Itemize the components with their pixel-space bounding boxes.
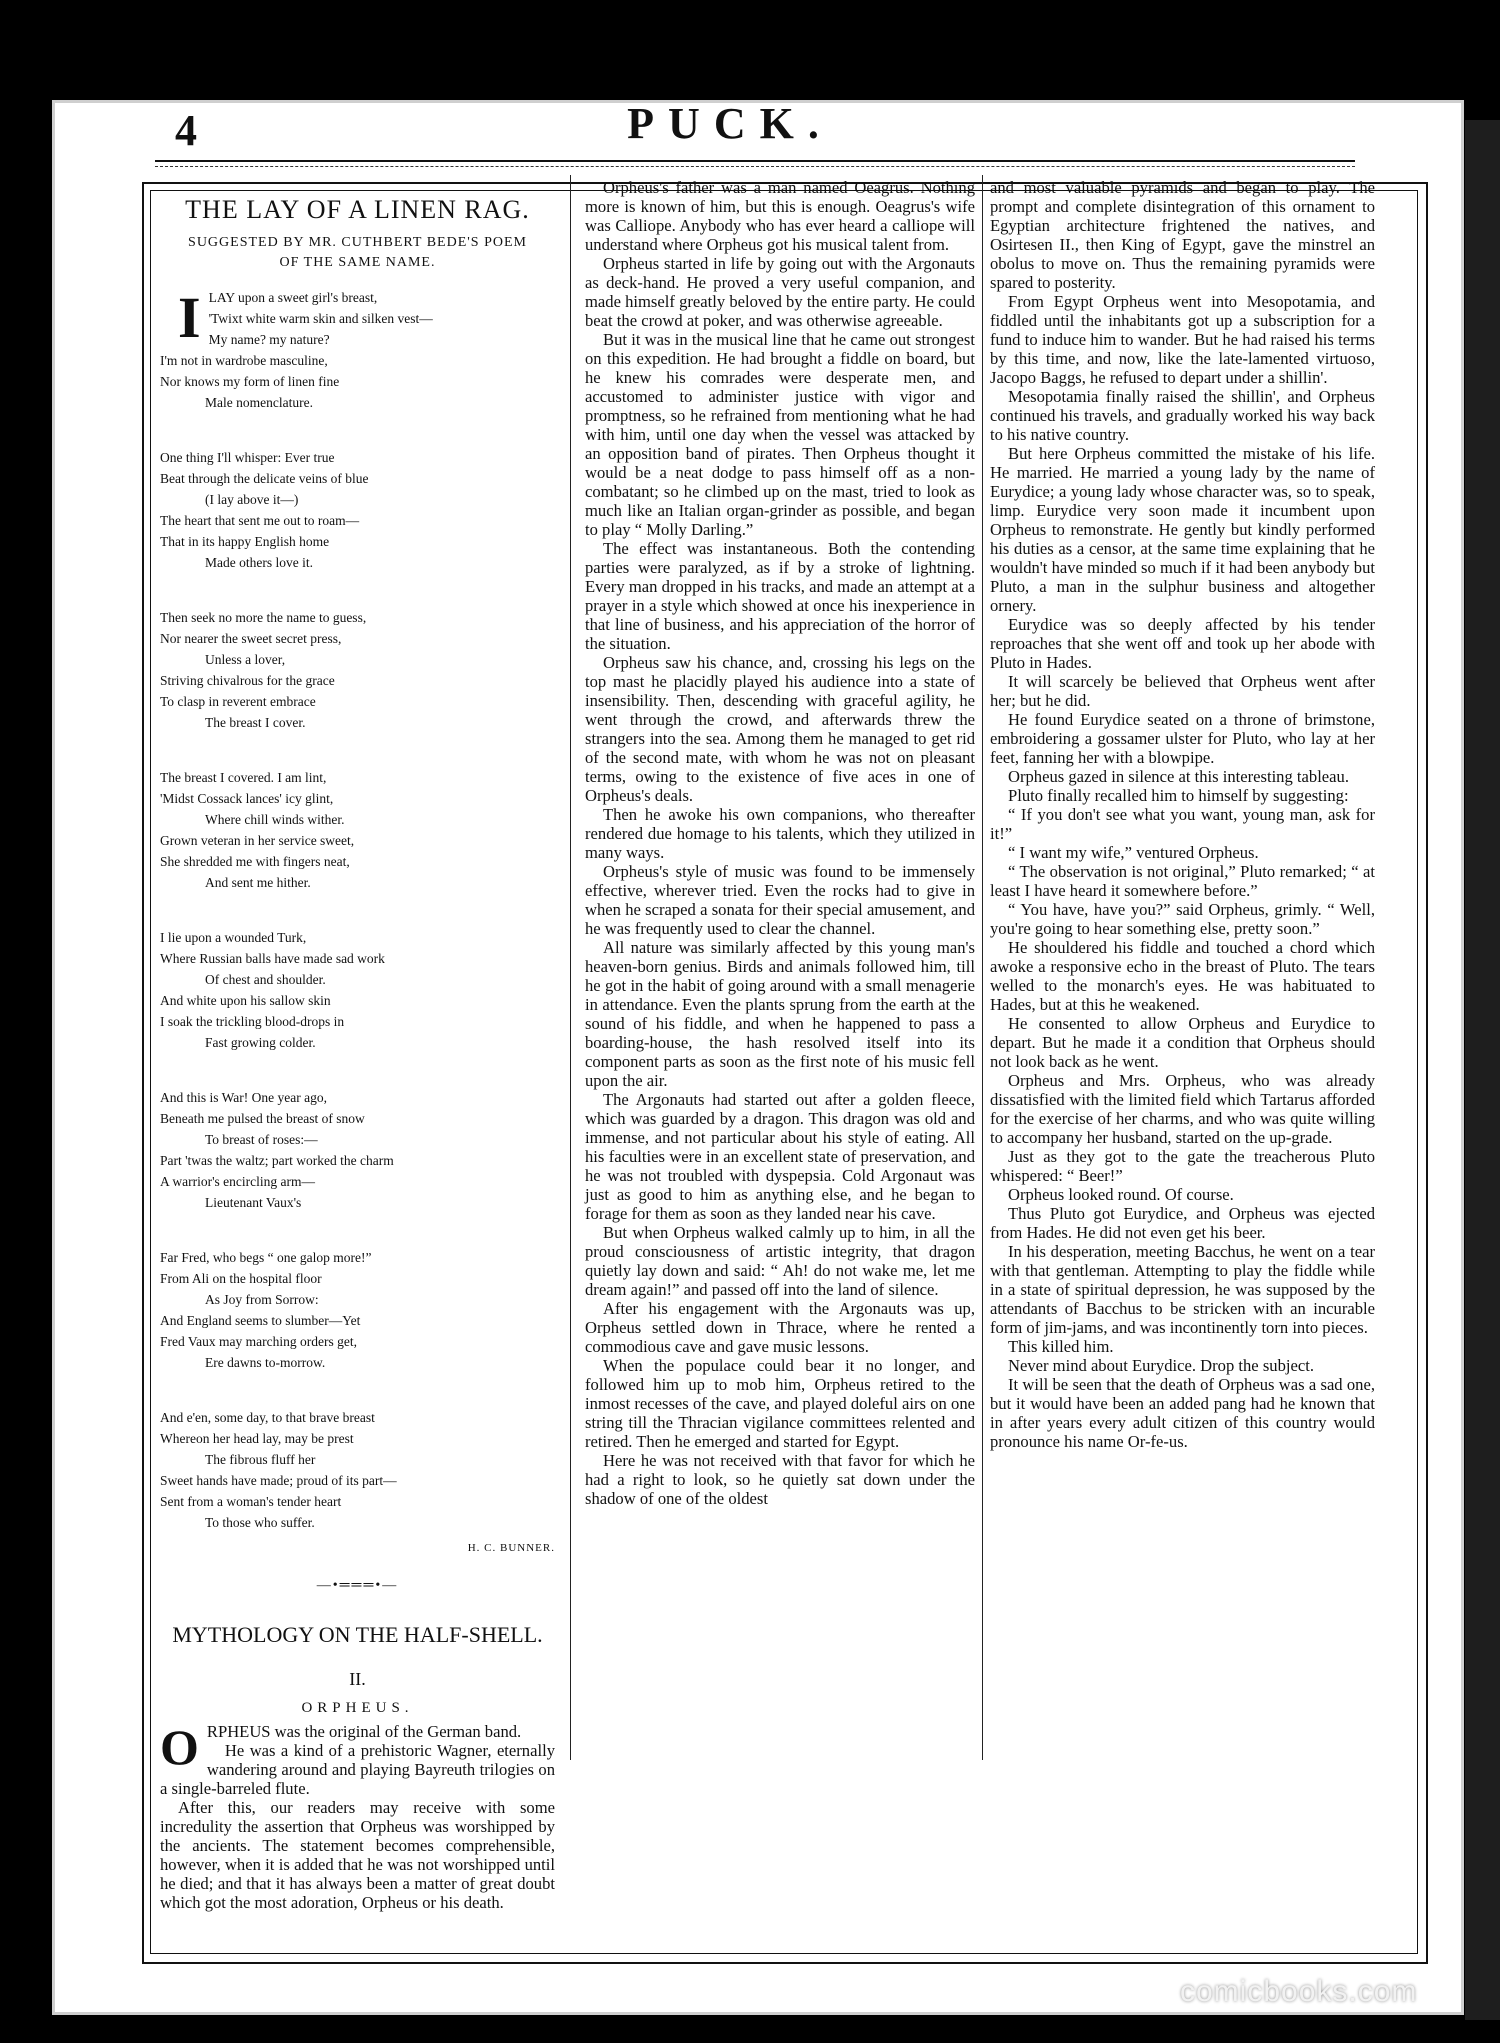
- poem-line: Made others love it.: [205, 555, 313, 570]
- article-paragraph: He was a kind of a prehistoric Wagner, eternally wandering around and playing Bayreuth trilogies on a single-barreled flute.: [160, 1741, 555, 1798]
- article-paragraph: Orpheus and Mrs. Orpheus, who was already dissatisfied with the limited field which Tartarus afforded for the exercise of her charms, and who was quite willing to accompany her husband, started on the up-grade.: [990, 1071, 1375, 1147]
- poem-line: And this is War! One year ago,: [160, 1090, 327, 1105]
- article-paragraph: “ If you don't see what you want, young man, ask for it!”: [990, 805, 1375, 843]
- poem-line: She shredded me with fingers neat,: [160, 854, 350, 869]
- poem-line: Sent from a woman's tender heart: [160, 1494, 342, 1509]
- article-paragraph: Orpheus gazed in silence at this interesting tableau.: [1008, 767, 1349, 786]
- article-paragraph: “ The observation is not original,” Pluto remarked; “ at least I have heard it somewhere before.”: [990, 862, 1375, 900]
- poem-line: To breast of roses:—: [205, 1132, 318, 1147]
- adjacent-page-edge: [1465, 120, 1500, 2020]
- poem-line: Then seek no more the name to guess,: [160, 610, 367, 625]
- header-rule-dotted: [155, 166, 1355, 167]
- poem-line: Whereon her head lay, may be prest: [160, 1431, 354, 1446]
- poem-line: Nor nearer the sweet secret press,: [160, 631, 342, 646]
- poem-line: (I lay above it—): [205, 492, 299, 507]
- poem-line: And sent me hither.: [205, 875, 311, 890]
- article-paragraph: But here Orpheus committed the mistake of his life. He married. He married a young lady by the name of Eurydice; a young lady whose character was, so to speak, limp. Eurydice very soon made it incumbent upon Orpheus to remonstrate. He gently but kindly performed his duties as a censor, at the same time explaining that he wouldn't have minded so much if it had been anybody but Pluto, a man in the sulphur business and altogether ornery.: [990, 444, 1375, 615]
- article-number: II.: [349, 1669, 366, 1689]
- poem-stanza: [160, 607, 555, 733]
- poem-line: That in its happy English home: [160, 534, 330, 549]
- article-paragraph: But it was in the musical line that he came out strongest on this expedition. He had brought a fiddle on board, but he knew his comrades were desperate men, and accustomed to administer justice with vigor and promptness, so he refrained from mentioning what he had with him, until one day when the vessel was attacked by an opposition band of pirates. Then Orpheus thought it would be a neat dodge to pass himself off as a non-combatant; so he climbed up on the mast, tried to look as much like an Italian organ-grinder as possible, and began to play “ Molly Darling.”: [585, 330, 975, 539]
- poem-stanza: [160, 287, 555, 413]
- poem-stanza: [160, 1407, 555, 1533]
- poem-line: And e'en, some day, to that brave breast: [160, 1410, 375, 1425]
- article-subtitle: ORPHEUS.: [301, 1700, 414, 1716]
- poem-line: Male nomenclature.: [205, 395, 313, 410]
- poem-line: I lie upon a wounded Turk,: [160, 930, 307, 945]
- article-paragraph: He found Eurydice seated on a throne of brimstone, embroidering a gossamer ulster for Pluto, who lay at her feet, fanning her with a blowpipe.: [990, 710, 1375, 767]
- poem-line: Far Fred, who begs “ one galop more!”: [160, 1250, 372, 1265]
- article-paragraph: Just as they got to the gate the treacherous Pluto whispered: “ Beer!”: [990, 1147, 1375, 1185]
- article-paragraph: Thus Pluto got Eurydice, and Orpheus was ejected from Hades. He did not even get his beer.: [990, 1204, 1375, 1242]
- poem-line: Fred Vaux may marching orders get,: [160, 1334, 357, 1349]
- poem-line: The breast I cover.: [205, 715, 306, 730]
- article-paragraph: Orpheus's father was a man named Oeagrus. Nothing more is known of him, but this is enough. Oeagrus's wife was Calliope. Anybody who has ever heard a calliope will understand where Orpheus got his musical talent from.: [585, 178, 975, 254]
- article-paragraph: Eurydice was so deeply affected by his tender reproaches that she went off and took up her abode with Pluto in Hades.: [990, 615, 1375, 672]
- poem-line: 'Twixt white warm skin and silken vest—: [208, 311, 433, 326]
- section-ornament: —•═══•—: [316, 1578, 399, 1593]
- poem-line: Grown veteran in her service sweet,: [160, 833, 355, 848]
- poem-line: And England seems to slumber—Yet: [160, 1313, 361, 1328]
- poem-line: Nor knows my form of linen fine: [160, 374, 340, 389]
- poem-subtitle-line-2: OF THE SAME NAME.: [279, 255, 436, 270]
- article-paragraph: RPHEUS was the original of the German band.: [206, 1722, 522, 1741]
- poem-line: The heart that sent me out to roam—: [160, 513, 360, 528]
- article-paragraph: Mesopotamia finally raised the shillin', and Orpheus continued his travels, and gradually worked his way back to his native country.: [990, 387, 1375, 444]
- poem-line: LAY upon a sweet girl's breast,: [208, 290, 378, 305]
- poem-line: Unless a lover,: [205, 652, 286, 667]
- poem-line: Lieutenant Vaux's: [205, 1195, 302, 1210]
- article-paragraph: But when Orpheus walked calmly up to him, in all the proud consciousness of artistic integrity, that dragon quietly lay down and said: “ Ah! do not wake me, let me dream again!” and passed off into the land of silence.: [585, 1223, 975, 1299]
- poem-line: Of chest and shoulder.: [205, 972, 326, 987]
- column-3: [990, 178, 1375, 1451]
- poem-line: 'Midst Cossack lances' icy glint,: [160, 791, 334, 806]
- poem-line: Striving chivalrous for the grace: [160, 673, 335, 688]
- column-1: [160, 178, 555, 1912]
- poem-line: To clasp in reverent embrace: [160, 694, 316, 709]
- poem-line: Ere dawns to-morrow.: [205, 1355, 326, 1370]
- watermark: comicbooks.com: [1180, 1975, 1418, 2008]
- poem-line: My name? my nature?: [208, 332, 330, 347]
- poem-line: From Ali on the hospital floor: [160, 1271, 322, 1286]
- poem-stanza: [160, 927, 555, 1053]
- article-paragraph: Orpheus looked round. Of course.: [1008, 1185, 1234, 1204]
- poem-line: The fibrous fluff her: [205, 1452, 316, 1467]
- poem-line: A warrior's encircling arm—: [160, 1174, 316, 1189]
- article-paragraph: When the populace could bear it no longer, and followed him up to mob him, Orpheus retired to the inmost recesses of the cave, and played doleful airs on one string till the Thracian vigilance committees relented and retired. Then he emerged and started for Egypt.: [585, 1356, 975, 1451]
- poem-stanza: [160, 767, 555, 893]
- article-paragraph: Orpheus started in life by going out with the Argonauts as deck-hand. He proved a very useful companion, and made himself greatly beloved by the entire party. He could beat the crowd at poker, and was otherwise agreeable.: [585, 254, 975, 330]
- poem-line: I'm not in wardrobe masculine,: [160, 353, 328, 368]
- article-paragraph: From Egypt Orpheus went into Mesopotamia, and fiddled until the inhabitants got up a subscription for a fund to induce him to wander. But he had raised his terms by this time, and now, like the late-lamented virtuoso, Jacopo Baggs, he refused to depart under a shillin'.: [990, 292, 1375, 387]
- header-rule: [155, 160, 1355, 162]
- column-2: [585, 178, 975, 1508]
- masthead-title: PUCK.: [627, 99, 833, 148]
- poem-line: The breast I covered. I am lint,: [160, 770, 327, 785]
- article-paragraph: Pluto finally recalled him to himself by suggesting:: [1008, 786, 1349, 805]
- poem-title: THE LAY OF A LINEN RAG.: [185, 195, 530, 224]
- poem-subtitle: [160, 233, 555, 273]
- poem-line: Part 'twas the waltz; part worked the charm: [160, 1153, 394, 1168]
- article-title: MYTHOLOGY ON THE HALF-SHELL.: [172, 1622, 543, 1647]
- article-paragraph: Orpheus saw his chance, and, crossing his legs on the top mast he placidly played his audience into a state of insensibility. Then, descending with graceful agility, he went through the crowd, and afterwards threw the strangers into the sea. Among them he managed to get rid of the second mate, with whom he was not on pleasant terms, owing to the existence of five aces in one of Orpheus's deals.: [585, 653, 975, 805]
- poem-stanza: [160, 1087, 555, 1213]
- poem-dropcap: I: [178, 285, 201, 350]
- article-paragraph: He consented to allow Orpheus and Eurydice to depart. But he made it a condition that Orpheus should not look back as he went.: [990, 1014, 1375, 1071]
- column-divider-2: [982, 175, 983, 1760]
- article-column-1-body: [160, 1719, 555, 1912]
- poem-line: I soak the trickling blood-drops in: [160, 1014, 345, 1029]
- column-divider-1: [570, 175, 571, 1760]
- page-number: 4: [175, 106, 197, 155]
- article-paragraph: It will be seen that the death of Orpheus was a sad one, but it would have been an added pang had he known that in after years every adult citizen of this country would pronounce his name Or-fe-us.: [990, 1375, 1375, 1451]
- poem-line: One thing I'll whisper: Ever true: [160, 450, 335, 465]
- poem-line: Beat through the delicate veins of blue: [160, 471, 369, 486]
- poem-line: To those who suffer.: [205, 1515, 315, 1530]
- poem-subtitle-line-1: SUGGESTED BY MR. CUTHBERT BEDE'S POEM: [188, 235, 527, 250]
- article-paragraph: All nature was similarly affected by this young man's heaven-born genius. Birds and animals followed him, till he got in the habit of going around with a small menagerie in attendance. Even the plants sprung from the earth at the sound of his fiddle, and when he happened to pass a boarding-house, the hash resolved itself into its component parts as soon as the first note of his music fell upon the air.: [585, 938, 975, 1090]
- poem-line: As Joy from Sorrow:: [205, 1292, 319, 1307]
- poem-line: Where Russian balls have made sad work: [160, 951, 385, 966]
- poem-stanza: [160, 447, 555, 573]
- poem-line: Sweet hands have made; proud of its part—: [160, 1473, 397, 1488]
- article-paragraph: It will scarcely be believed that Orpheus went after her; but he did.: [990, 672, 1375, 710]
- article-paragraph: The effect was instantaneous. Both the contending parties were paralyzed, as if by a stroke of lightning. Every man dropped in his tracks, and made an attempt at a prayer in a style which showed at once his inexperience in that line of business, and his appreciation of the horror of the situation.: [585, 539, 975, 653]
- poem-line: Where chill winds wither.: [205, 812, 345, 827]
- article-paragraph: This killed him.: [1008, 1337, 1114, 1356]
- article-paragraph: The Argonauts had started out after a golden fleece, which was guarded by a dragon. This dragon was old and immense, and not particular about his style of eating. All his faculties were in an excellent state of preservation, and he was not troubled with dyspepsia. Cold Argonaut was just as good to him as anything else, and he began to forage for them as soon as they landed near his cave.: [585, 1090, 975, 1223]
- article-paragraph: After this, our readers may receive with some incredulity the assertion that Orpheus was worshipped by the ancients. The statement becomes comprehensible, however, when it is added that he was not worshipped until he died; and that it has always been a matter of great doubt which got the most adoration, Orpheus or his death.: [160, 1798, 555, 1912]
- poem-stanza: [160, 1247, 555, 1373]
- article-paragraph: and most valuable pyramids and began to play. The prompt and complete disintegration of this ornament to Egyptian architecture frightened the natives, and Osirtesen II., then King of Egypt, gave the minstrel an obolus to move on. Thus the remaining pyramids were spared to posterity.: [990, 178, 1375, 292]
- poem-line: Beneath me pulsed the breast of snow: [160, 1111, 365, 1126]
- poem-body: [160, 287, 555, 1533]
- article-paragraph: Orpheus's style of music was found to be immensely effective, wherever tried. Even the rocks had to give in when he scraped a sonata for their special amusement, and he was frequently used to clear the channel.: [585, 862, 975, 938]
- article-paragraph: In his desperation, meeting Bacchus, he went on a tear with that gentleman. Attempting to play the fiddle while in a state of spiritual depression, he was supposed by the attendants of Bacchus to be stricken with an incurable form of jim-jams, and was incontinently torn into pieces.: [990, 1242, 1375, 1337]
- article-paragraph: He shouldered his fiddle and touched a chord which awoke a responsive echo in the breast of Pluto. The tears welled to the monarch's eyes. He was habituated to Hades, but at this he weakened.: [990, 938, 1375, 1014]
- article-paragraph: Never mind about Eurydice. Drop the subject.: [1008, 1356, 1314, 1375]
- poem-line: And white upon his sallow skin: [160, 993, 331, 1008]
- article-paragraph: After his engagement with the Argonauts was up, Orpheus settled down in Thrace, where he rented a commodious cave and gave music lessons.: [585, 1299, 975, 1356]
- article-dropcap: O: [160, 1719, 199, 1775]
- poem-signature: H. C. BUNNER.: [467, 1542, 555, 1554]
- article-paragraph: Here he was not received with that favor for which he had a right to look, so he quietly sat down under the shadow of one of the oldest: [585, 1451, 975, 1508]
- poem-line: Fast growing colder.: [205, 1035, 316, 1050]
- article-paragraph: “ You have, have you?” said Orpheus, grimly. “ Well, you're going to hear something else, pretty soon.”: [990, 900, 1375, 938]
- article-paragraph: “ I want my wife,” ventured Orpheus.: [1008, 843, 1259, 862]
- article-paragraph: Then he awoke his own companions, who thereafter rendered due homage to his talents, which they utilized in many ways.: [585, 805, 975, 862]
